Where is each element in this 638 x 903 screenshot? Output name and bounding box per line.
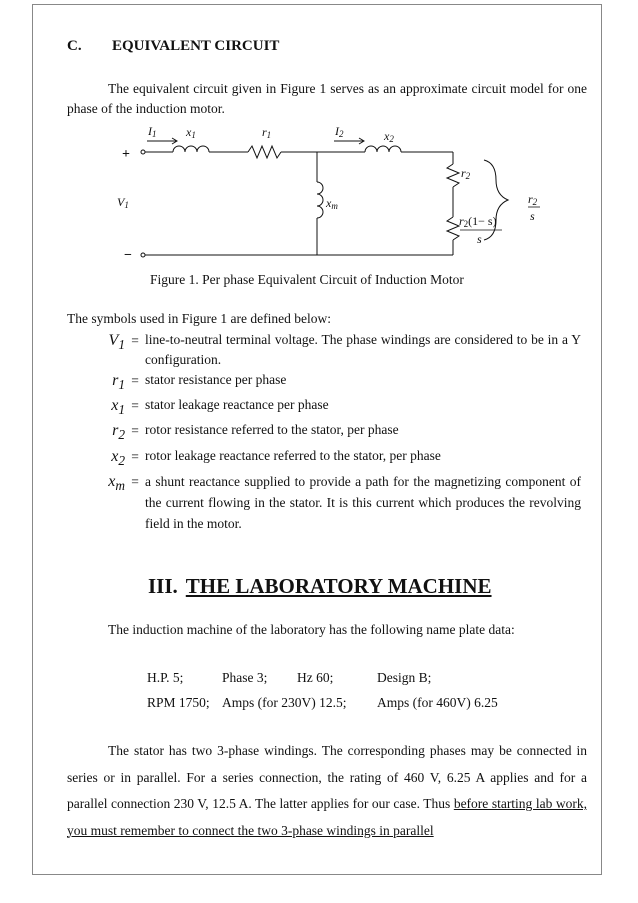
definition-symbol: $x_1$	[111, 397, 125, 418]
section-c-title: EQUIVALENT CIRCUIT	[112, 38, 280, 54]
definition-symbol: $r_1$	[112, 372, 125, 393]
label-i1: I1	[148, 124, 157, 139]
definitions-list	[67, 330, 587, 534]
symbols-intro: The symbols used in Figure 1 are defined below:	[67, 311, 331, 326]
definition-equals: =	[131, 423, 139, 439]
nameplate-phase: Phase 3;	[222, 670, 268, 685]
label-minus: −	[124, 248, 132, 263]
x2-inductor	[365, 146, 401, 152]
definition-text: line-to-neutral terminal voltage. The phase windings are considered to be in a Y configuration.	[145, 332, 581, 367]
label-i2: I2	[335, 124, 344, 139]
definition-equals: =	[131, 398, 139, 414]
section-iii-heading	[148, 574, 492, 599]
terminal-bottom	[141, 253, 145, 257]
definition-symbol: $x_2$	[111, 447, 125, 468]
load-resistor	[447, 217, 459, 240]
label-load-numerator: r2(1− s)	[459, 214, 497, 229]
xm-inductor	[317, 182, 323, 218]
figure-caption: Figure 1. Per phase Equivalent Circuit of Induction Motor	[150, 272, 464, 287]
label-brace-denominator: s	[530, 209, 535, 223]
definition-row	[67, 471, 587, 534]
section-c-heading	[67, 38, 279, 55]
label-plus: +	[122, 147, 130, 162]
terminal-top	[141, 150, 145, 154]
definition-symbol: $r_2$	[112, 422, 125, 443]
label-r1: r1	[262, 125, 272, 140]
definition-text: a shunt reactance supplied to provide a path for the magnetizing component of the current flowing in the stator. It is this current which produces the revolving field in the motor.	[145, 473, 581, 531]
definition-text: stator resistance per phase	[145, 372, 287, 387]
final-paragraph-underlined: before starting lab work, you must remember to connect the two 3-phase windings in parallel	[67, 796, 587, 838]
equivalent-circuit-diagram	[100, 122, 560, 267]
right-brace	[484, 160, 508, 240]
definition-row	[67, 446, 587, 471]
section-iii-title: THE LABORATORY MACHINE	[185, 574, 492, 598]
x1-inductor	[173, 146, 209, 152]
final-paragraph-text: The stator has two 3-phase windings. The corresponding phases may be connected in series or in parallel. For a series connection, the rating of 460 V, 6.25 A applies and for a parallel connection 230 V, 12.5 A. The latter applies for our case. Thus	[67, 743, 587, 811]
nameplate-amps-460: Amps (for 460V) 6.25	[377, 695, 498, 710]
r2-resistor	[447, 164, 459, 187]
section-c-number: C.	[67, 38, 82, 54]
nameplate-amps-230: Amps (for 230V) 12.5;	[222, 695, 347, 710]
nameplate-design: Design B;	[377, 670, 432, 685]
r1-resistor	[248, 146, 281, 158]
definition-equals: =	[131, 473, 139, 489]
label-x2: x2	[384, 129, 394, 144]
nameplate-hp: H.P. 5;	[147, 670, 184, 685]
definition-text: rotor leakage reactance referred to the stator, per phase	[145, 447, 441, 463]
definition-text: stator leakage reactance per phase	[145, 397, 329, 413]
definition-row	[67, 395, 587, 420]
definition-row	[67, 370, 587, 395]
label-load-denominator: s	[477, 232, 482, 246]
section-iii-intro: The induction machine of the laboratory has the following name plate data:	[108, 622, 515, 637]
nameplate-hz: Hz 60;	[297, 670, 334, 685]
label-brace-numerator: r2	[528, 192, 538, 207]
label-v1: V1	[117, 195, 129, 210]
label-x1: x1	[186, 125, 196, 140]
definition-text: rotor resistance referred to the stator, per phase	[145, 422, 399, 438]
definition-symbol: $x_m$	[108, 472, 125, 493]
section-c-paragraph: The equivalent circuit given in Figure 1 serves as an approximate circuit model for one phase of the induction motor.	[67, 81, 587, 116]
definition-symbol: $V_1$	[108, 332, 125, 353]
definition-equals: =	[131, 448, 139, 464]
label-xm: xm	[326, 196, 338, 211]
definition-equals: =	[131, 333, 139, 348]
final-paragraph	[67, 738, 587, 844]
definition-row	[67, 420, 587, 445]
nameplate-rpm: RPM 1750;	[147, 695, 210, 710]
label-r2: r2	[461, 166, 471, 181]
definition-row	[67, 330, 587, 370]
section-iii-number: III.	[148, 574, 178, 598]
definition-equals: =	[131, 373, 139, 388]
